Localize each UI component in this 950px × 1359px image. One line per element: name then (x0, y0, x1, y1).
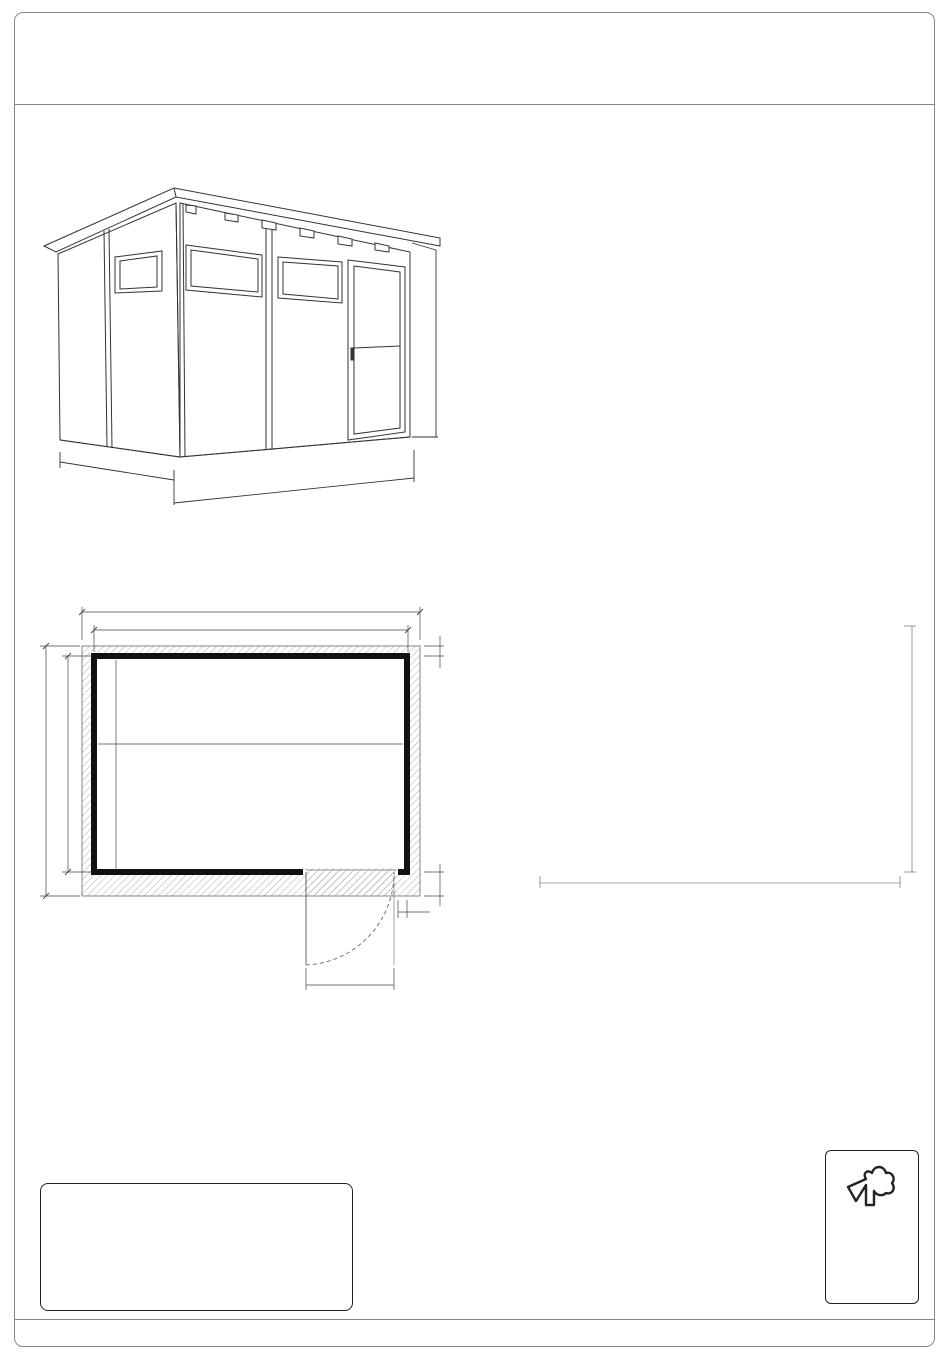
fsc-tree-logo-icon (826, 1151, 917, 1233)
floor-boards-dimensions (540, 626, 916, 888)
shed-door (348, 260, 405, 440)
floor-plan-interior (96, 658, 405, 872)
floor-plan (82, 646, 420, 965)
shed-perspective (44, 188, 440, 457)
fsc-badge (825, 1150, 919, 1304)
product-label-box (40, 1183, 353, 1311)
